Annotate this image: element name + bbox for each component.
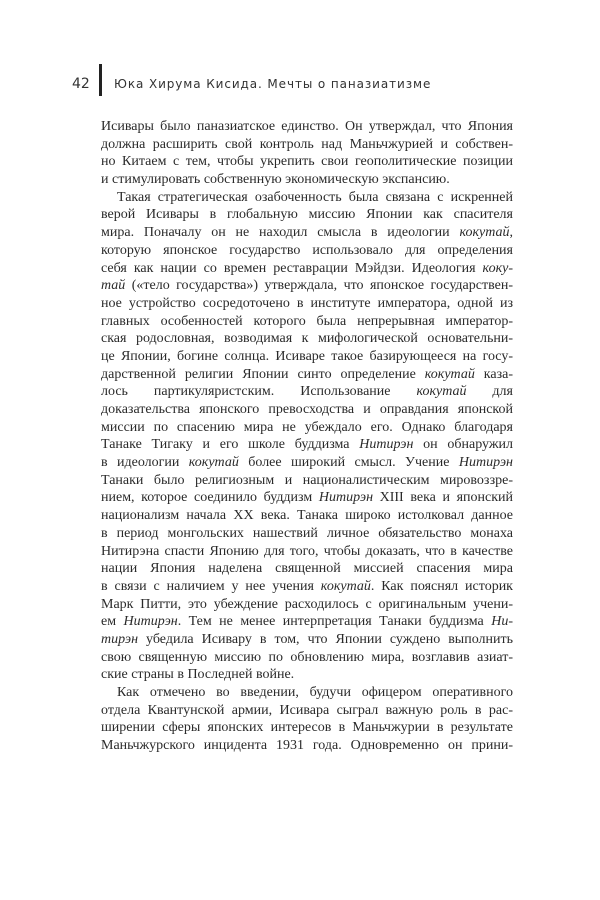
text-segment: нации Япония наделена священной миссией спасения мира [101, 561, 513, 577]
text-line [101, 190, 513, 208]
text-segment: ем [101, 614, 124, 630]
text-line [101, 278, 513, 296]
text-segment: в идеологии [101, 455, 189, 471]
text-line [101, 314, 513, 332]
text-segment: це Японии, богине солнца. Исиваре такое базирующееся на госу- [101, 348, 513, 364]
text-segment: себя как нации со времен реставрации Мэйдзи. Идеология [101, 260, 483, 276]
text-segment: ширении сферы японских интересов в Маньчжурии в результате [101, 720, 513, 736]
text-segment: Маньчжурского инцидента 1931 года. Одновременно он прини- [101, 738, 513, 754]
text-line [101, 614, 513, 632]
text-line [101, 331, 513, 349]
text-segment: для [466, 384, 513, 400]
text-segment: Марк Питти, это убеждение расходилось с оригинальным учени- [101, 596, 513, 612]
text-line [101, 367, 513, 385]
italic-term: кокутай [320, 578, 371, 594]
text-segment: он обнаружил [413, 437, 513, 453]
body-text [101, 119, 513, 756]
text-line [101, 402, 513, 420]
text-segment: Исивары было паназиатское единство. Он утверждал, что Япония [101, 119, 513, 134]
italic-term: Ни- [491, 614, 513, 630]
text-segment: должна расширить свой контроль над Маньчжурией и собствен- [101, 136, 513, 152]
text-line [101, 490, 513, 508]
text-segment: доказательства японского превосходства и оправдания японской [101, 402, 513, 417]
italic-term: Нитирэн [359, 437, 414, 453]
text-segment: . Тем не менее интерпретация Танаки буддизма [177, 614, 492, 630]
italic-term: коку- [482, 260, 513, 276]
text-segment: главных особенностей которого была непрерывная император- [101, 313, 513, 329]
text-segment: ские страны в Последней войне. [101, 667, 295, 683]
text-line [101, 720, 513, 738]
text-segment: каза- [474, 366, 513, 382]
text-line [101, 685, 513, 703]
page-number: 42 [72, 76, 90, 92]
text-segment: но Китаем с тем, чтобы укрепить свои геополитические позиции [101, 154, 513, 170]
text-line [101, 703, 513, 721]
text-segment: («тело государства») утверждала, что японское государствен- [125, 278, 513, 294]
text-line [101, 508, 513, 526]
text-line [101, 225, 513, 243]
text-segment: верой Исивары в глобальную миссию Японии как спасителя [101, 207, 513, 223]
text-line [101, 738, 513, 756]
text-line [101, 172, 513, 190]
text-segment: XIII века и японский [373, 490, 513, 506]
italic-term: кокутай [188, 455, 239, 471]
text-line [101, 473, 513, 491]
italic-term: кокутай [424, 366, 475, 382]
italic-term: тай [101, 278, 126, 294]
text-segment: , [509, 225, 513, 241]
text-segment: мира. Поначалу он не находил смысла в идеологии [101, 225, 460, 241]
text-segment: Такая стратегическая озабоченность была связана с искренней [117, 189, 513, 205]
text-line [101, 119, 513, 137]
text-segment: отдела Квантунской армии, Исивара сыграл важную роль в рас- [101, 702, 513, 718]
text-line [101, 650, 513, 668]
text-line [101, 544, 513, 562]
text-segment: Нитирэна спасти Японию для того, чтобы доказать, что в качестве [101, 543, 513, 559]
italic-term: тирэн [101, 631, 139, 647]
italic-term: Нитирэн [458, 455, 513, 471]
text-line [101, 632, 513, 650]
text-segment: которую японское государство использовало для определения [101, 242, 513, 258]
text-line [101, 667, 513, 685]
text-segment: лось партикуляристским. Использование [101, 384, 417, 400]
text-line [101, 349, 513, 367]
text-line [101, 384, 513, 402]
italic-term: Нитирэн [123, 614, 178, 630]
text-segment: дарственной религии Японии синто определение [101, 366, 425, 382]
text-line [101, 561, 513, 579]
text-line [101, 579, 513, 597]
text-segment: национализм начала XX века. Танака широко истолковал данное [101, 508, 513, 524]
text-segment: свою священную миссию по обновлению мира, возглавив азиат- [101, 649, 513, 665]
text-line [101, 137, 513, 155]
text-segment: Танаки было религиозным и националистическим мировоззре- [101, 472, 513, 488]
text-line [101, 455, 513, 473]
text-segment: Танаке Тигаку и его школе буддизма [101, 437, 360, 453]
header-divider [99, 64, 102, 96]
text-line [101, 207, 513, 225]
text-segment: нием, которое соединило буддизм [101, 490, 319, 506]
italic-term: Нитирэн [318, 490, 374, 506]
text-segment: убедила Исивару в том, что Японии суждено выполнить [138, 631, 513, 647]
text-line [101, 243, 513, 261]
italic-term: кокутай [459, 225, 510, 241]
text-segment: в период монгольских нашествий личное обязательство монаха [101, 525, 513, 541]
text-segment: ное устройство сосредоточено в институте императора, одной из [101, 295, 513, 311]
italic-term: кокутай [416, 384, 467, 400]
text-line [101, 437, 513, 455]
text-line [101, 597, 513, 615]
text-segment: более широкий смысл. Учение [238, 455, 459, 471]
text-line [101, 526, 513, 544]
text-line [101, 296, 513, 314]
text-segment: в связи с наличием у нее учения [101, 578, 321, 594]
text-segment: . Как пояснял историк [370, 578, 513, 594]
text-line [101, 154, 513, 172]
text-segment: ская родословная, возводимая к мифологической основательни- [101, 331, 513, 347]
text-segment: Как отмечено во введении, будучи офицером оперативного [117, 685, 513, 700]
running-title: Юка Хирума Кисида. Мечты о паназиатизме [114, 77, 432, 91]
text-line [101, 420, 513, 438]
text-line [101, 261, 513, 279]
text-segment: и стимулировать собственную экономическую экспансию. [101, 172, 450, 188]
text-segment: миссии по спасению мира не убеждало его. Однако благодаря [101, 419, 513, 435]
